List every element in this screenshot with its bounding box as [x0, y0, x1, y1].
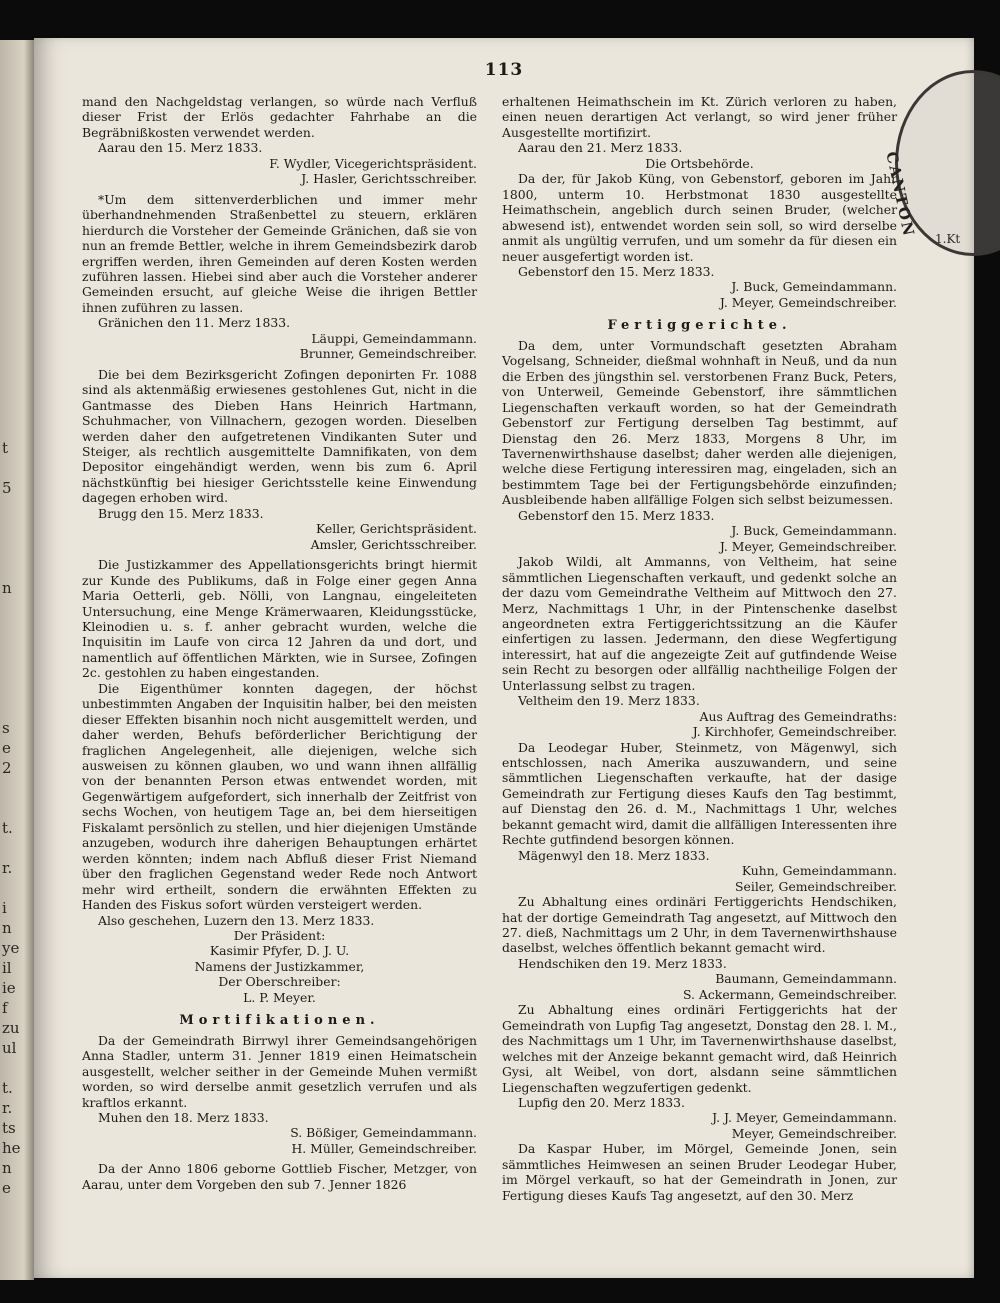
notice-signature: J. Buck, Gemeindammann.: [731, 523, 897, 539]
notice-signature: Seiler, Gemeindschreiber.: [735, 878, 897, 894]
notice-dateline: Lupfig den 20. Merz 1833.: [518, 1095, 685, 1110]
margin-fragment: ul: [2, 1039, 17, 1057]
notice-signature: Die Ortsbehörde.: [645, 155, 754, 171]
notice-signature: Keller, Gerichtspräsident.: [315, 521, 477, 537]
notice-paragraph: Da dem, unter Vormundschaft gesetzten Abraham Vogelsang, Schneider, dießmal wohnhaft in Neuß, und da nun die Erben des jüngsthin sel. verstorbenen Franz Buck, Peters, von Unterweil, Gemeinde Gebenstorf, ihre sämmtlichen Liegenschaften verkauft worden, so hat der Gemeindrath Gebenstorf zur Fertigung derselben Tag bestimmt, auf Dienstag den 26. Merz 1833, Morgens 8 Uhr, im Tavernenwirthshause daselbst; daher werden alle diejenigen, welche diese Fertigung interessiren mag, eingeladen, sich an bestimmtem Tage bei der Fertigungsbehörde einzufinden; Ausbleibende haben allfällige Folgen sich selbst beizumessen.: [502, 337, 897, 508]
margin-fragment: f: [2, 999, 8, 1017]
margin-fragment: t.: [2, 819, 13, 837]
notice-paragraph: Die Eigenthümer konnten dagegen, der höchst unbestimmten Angaben der Inquisitin halber, bei den meisten dieser Effekten bisanhin noch nicht ausgemittelt werden, und daher werden, Behufs beförderlicher Berichtigung der fraglichen Angelegenheit, alle diejenigen, welche sich ausweisen zu können glauben, wo und wann ihnen allfällig von der benannten Person etwas entwendet worden, mit Gegenwärtigem aufgefordert, sich innerhalb der Zeitfrist von sechs Wochen, von heutigem Tage an, bei dem hierseitigen Fiskalamt persönlich zu stellen, und hier diejenigen Umstände anzugeben, wodurch ihre daherigen Behauptungen erhärtet werden könnten; indem nach Abfluß dieser Frist Niemand über den fraglichen Gegenstand weder Rede noch Antwort mehr wird ertheilt, sondern die erwähnten Effekten zu Handen des Fiskus sofort würden versteigert werden.: [82, 680, 477, 913]
left-column: [82, 94, 477, 1192]
margin-fragment: t: [2, 439, 9, 457]
notice-signature: Der Präsident:: [233, 928, 326, 944]
margin-fragment: e: [2, 739, 11, 757]
margin-fragment: zu: [2, 1019, 20, 1037]
notice-signature: J. Meyer, Gemeindschreiber.: [719, 538, 897, 554]
notice-signature: J. Hasler, Gerichtsschreiber.: [301, 171, 477, 187]
notice-paragraph: Da Leodegar Huber, Steinmetz, von Mägenwyl, sich entschlossen, nach Amerika auszuwandern, und seine sämmtlichen Liegenschaften verkaufte, hat der dasige Gemeindrath zur Fertigung dieses Kaufs den Tag bestimmt, auf Dienstag den 26. d. M., Nachmittags 1 Uhr, welches bekannt gemacht wird, damit die allfälligen Interessenten ihre Rechte gutfindend besorgen können.: [502, 739, 897, 848]
margin-fragment: ts: [2, 1119, 16, 1137]
notice-dateline: Gränichen den 11. Merz 1833.: [98, 315, 291, 331]
adjacent-page-edge: [0, 40, 34, 1280]
margin-fragment: ie: [2, 979, 16, 997]
notice-paragraph: *Um dem sittenverderblichen und immer mehr überhandnehmenden Straßenbettel zu steuern, erklären hierdurch die Vorsteher der Gemeinde Gränichen, daß sie von nun an fremde Bettler, welche in ihrem Gemeindsbezirk darob ergriffen werden, ihren Gemeinden auf deren Kosten werden zuführen lassen. Hiebei sind aber auch die Vorsteher anderer Gemeinden ersucht, auf gleiche Weise die ihrigen Bettler ihnen zuführen zu lassen.: [82, 191, 477, 315]
margin-fragment: ye: [2, 939, 20, 957]
margin-fragment: n: [2, 579, 12, 597]
notice-signature: L. P. Meyer.: [243, 989, 316, 1005]
margin-fragment: n: [2, 919, 12, 937]
notice-signature: Kasimir Pfyfer, D. J. U.: [209, 943, 350, 959]
notice-signature: S. Ackermann, Gemeindschreiber.: [683, 986, 897, 1002]
section-heading: Mortifikationen.: [179, 1013, 380, 1029]
notice-dateline: Gebenstorf den 15. Merz 1833.: [518, 263, 715, 279]
margin-fragment: r.: [2, 1099, 13, 1117]
stamp-subtext: 1.Kt: [935, 232, 961, 246]
notice-dateline: Aarau den 15. Merz 1833.: [98, 140, 263, 156]
margin-fragment: t.: [2, 1079, 13, 1097]
notice-dateline: Mägenwyl den 18. Merz 1833.: [518, 847, 710, 863]
page-number: 113: [484, 60, 524, 80]
notice-signature: J. Kirchhofer, Gemeindschreiber.: [692, 724, 897, 740]
notice-paragraph: Zu Abhaltung eines ordinäri Fertiggerichts Hendschiken, hat der dortige Gemeindrath Tag angesetzt, auf Mittwoch den 27. dieß, Nachmittags um 2 Uhr, in dem Tavernenwirthshause daselbst, welches öffentlich bekannt gemacht wird.: [502, 894, 897, 956]
notice-dateline: Aarau den 21. Merz 1833.: [518, 140, 683, 156]
notice-dateline: Muhen den 18. Merz 1833.: [98, 1110, 269, 1125]
notice-signature: J. Buck, Gemeindammann.: [731, 279, 897, 295]
stamp-text: CANTON: [882, 150, 919, 240]
notice-signature: Der Oberschreiber:: [218, 974, 341, 990]
notice-signature: Meyer, Gemeindschreiber.: [731, 1125, 897, 1141]
margin-fragment: i: [2, 899, 7, 917]
margin-fragment: e: [2, 1179, 11, 1197]
margin-fragment: r.: [2, 859, 13, 877]
margin-fragment: 5: [2, 479, 12, 497]
notice-signature: J. Meyer, Gemeindschreiber.: [719, 294, 897, 310]
section-heading: Fertiggerichte.: [607, 318, 792, 334]
notice-dateline: Veltheim den 19. Merz 1833.: [518, 693, 700, 709]
notice-signature: J. J. Meyer, Gemeindammann.: [712, 1110, 897, 1126]
notice-paragraph: Die bei dem Bezirksgericht Zofingen deponirten Fr. 1088 sind als aktenmäßig erwiesenes gestohlenes Gut, nicht in die Gantmasse des Dieben Hans Heinrich Hartmann, Schuhmacher, von Villnachern, gezogen worden. Dieselben werden daher den aufgetretenen Vindikanten Suter und Steiger, als rechtlich ausgemittelte Damnifikaten, von dem Depositor eingehändigt werden, wenn bis zum 6. April nächstkünftig bei hiesiger Gerichtsstelle keine Einwendung dagegen erhoben wird.: [82, 366, 477, 506]
notice-dateline: Gebenstorf den 15. Merz 1833.: [518, 507, 715, 523]
notice-signature: S. Bößiger, Gemeindammann.: [290, 1125, 477, 1141]
margin-fragment: s: [2, 719, 10, 737]
notice-signature: Kuhn, Gemeindammann.: [741, 863, 897, 879]
newspaper-page: [34, 38, 974, 1278]
notice-signature: Baumann, Gemeindammann.: [715, 971, 897, 987]
notice-dateline: Hendschiken den 19. Merz 1833.: [518, 955, 727, 971]
margin-fragment: he: [2, 1139, 21, 1157]
notice-paragraph: Da der Gemeindrath Birrwyl ihrer Gemeindsangehörigen Anna Stadler, unterm 31. Jenner 1819 einen Heimatschein ausgestellt, welcher seither in der Gemeinde Muhen vermißt worden, so wird derselbe anmit gesetzlich verrufen und als kraftlos erkannt.: [82, 1032, 477, 1110]
notice-paragraph: Die Justizkammer des Appellationsgerichts bringt hiermit zur Kunde des Publikums, daß in Folge einer gegen Anna Maria Oetterli, geb. Nölli, von Langnau, eingeleiteten Untersuchung, eine Menge Krämerwaaren, Kleidungsstücke, Kleinodien u. s. f. anher gebracht wurden, welche die Inquisitin im Laufe von circa 12 Jahren da und dort, und namentlich auf öffentlichen Märkten, wie in Sursee, Zofingen 2c. gestohlen zu haben eingestanden.: [82, 557, 477, 681]
notice-signature: Namens der Justizkammer,: [194, 958, 365, 974]
notice-paragraph: Da Kaspar Huber, im Mörgel, Gemeinde Jonen, sein sämmtliches Heimwesen an seinen Bruder Leodegar Huber, im Mörgel verkauft, so hat der Gemeindrath in Jonen, zur Fertigung dieses Kaufs Tag angesetzt, auf den 30. Merz: [502, 1141, 897, 1203]
notice-signature: Läuppi, Gemeindammann.: [311, 330, 477, 346]
notice-signature: Amsler, Gerichtsschreiber.: [310, 536, 477, 552]
notice-dateline: Also geschehen, Luzern den 13. Merz 1833.: [98, 912, 375, 928]
continued-text: erhaltenen Heimathschein im Kt. Zürich verloren zu haben, einen neuen derartigen Act verlangt, so wird jener früher Ausgestellte mortifizirt.: [502, 94, 897, 140]
notice-signature: H. Müller, Gemeindschreiber.: [291, 1140, 477, 1156]
notice-paragraph: Da der Anno 1806 geborne Gottlieb Fischer, Metzger, von Aarau, unter dem Vorgeben den sub 7. Jenner 1826: [82, 1161, 477, 1192]
notice-dateline: Brugg den 15. Merz 1833.: [98, 505, 264, 521]
notice-paragraph: Zu Abhaltung eines ordinäri Fertiggerichts hat der Gemeindrath von Lupfig Tag angesetzt, Donstag den 28. l. M., des Nachmittags um 1 Uhr, im Tavernenwirthshause daselbst, welches mit der Anzeige bekannt gemacht wird, daß Heinrich Gysi, alt Weibel, von dort, alsdann seine sämmtlichen Liegenschaften wegzufertigen gedenkt.: [502, 1002, 897, 1095]
notice-signature: Brunner, Gemeindschreiber.: [299, 346, 477, 362]
notice-paragraph: Da der, für Jakob Küng, von Gebenstorf, geboren im Jahr 1800, unterm 10. Herbstmonat 1830 ausgestellte Heimathschein, angeblich durch seinen Bruder, (welcher abwesend ist), entwendet worden sein soll, so wird derselbe anmit als ungültig verrufen, und um somehr da für diesen ein neuer ausgefertigt worden ist.: [502, 171, 897, 264]
margin-fragment: n: [2, 1159, 12, 1177]
margin-fragment: 2: [2, 759, 12, 777]
continued-text: mand den Nachgeldstag verlangen, so würde nach Verfluß dieser Frist der Erlös gedachter Fahrhabe an die Begräbnißkosten verwendet werden.: [82, 94, 477, 140]
notice-signature: Aus Auftrag des Gemeindraths:: [699, 708, 897, 724]
margin-fragment: il: [2, 959, 12, 977]
right-column: [502, 94, 897, 1203]
notice-signature: F. Wydler, Vicegerichtspräsident.: [269, 155, 477, 171]
notice-paragraph: Jakob Wildi, alt Ammanns, von Veltheim, hat seine sämmtlichen Liegenschaften verkauft, und gedenkt solche an der dazu vom Gemeindrathe Veltheim auf Mittwoch den 27. Merz, Nachmittags 1 Uhr, in der Pintenschenke daselbst angeordneten extra Fertiggerichtssitzung an die Käufer einfertigen zu lassen. Jedermann, den diese Wegfertigung interessirt, hat auf die angezeigte Zeit auf gutfindende Weise sein Recht zu besorgen oder allfällig nachtheilige Folgen der Unterlassung selbst zu tragen.: [502, 554, 897, 693]
